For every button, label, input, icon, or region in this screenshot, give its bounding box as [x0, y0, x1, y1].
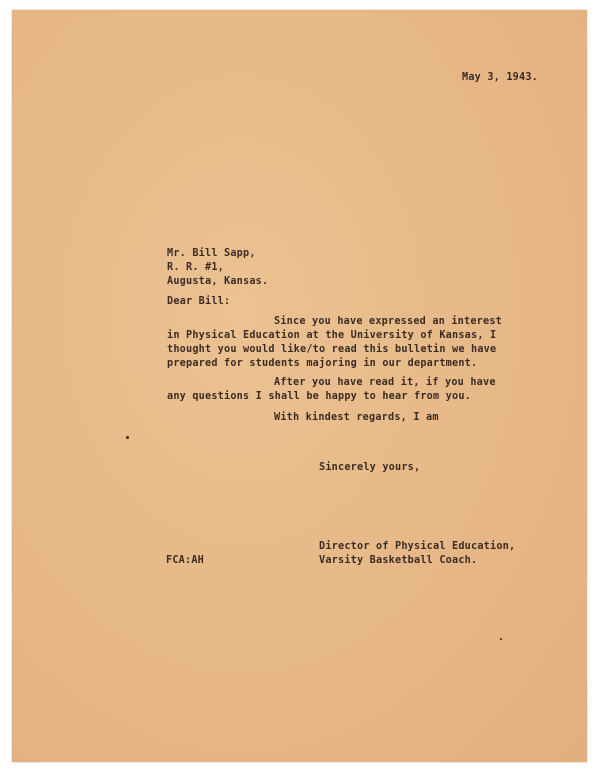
paragraph1-line3: thought you would like/to read this bulletin we have — [167, 344, 497, 355]
signature-subtitle: Varsity Basketball Coach. — [319, 555, 478, 566]
paper-speck — [126, 436, 129, 439]
closing-line: With kindest regards, I am — [274, 412, 439, 423]
recipient-route: R. R. #1, — [167, 262, 225, 273]
complimentary-close: Sincerely yours, — [319, 462, 421, 473]
signature-title: Director of Physical Education, — [319, 541, 516, 552]
letter-date: May 3, 1943. — [462, 72, 539, 83]
salutation: Dear Bill: — [167, 296, 231, 307]
recipient-city: Augusta, Kansas. — [167, 276, 269, 287]
letter-page — [12, 10, 587, 762]
paragraph2-line1: After you have read it, if you have — [274, 377, 496, 388]
paragraph1-line1: Since you have expressed an interest — [274, 316, 503, 327]
typist-initials: FCA:AH — [166, 555, 205, 566]
paragraph2-line2: any questions I shall be happy to hear from you. — [167, 391, 472, 402]
paragraph1-line2: in Physical Education at the University of Kansas, I — [167, 330, 497, 341]
paper-speck — [500, 638, 502, 640]
paragraph1-line4: prepared for students majoring in our department. — [167, 358, 478, 369]
recipient-name: Mr. Bill Sapp, — [167, 248, 256, 259]
